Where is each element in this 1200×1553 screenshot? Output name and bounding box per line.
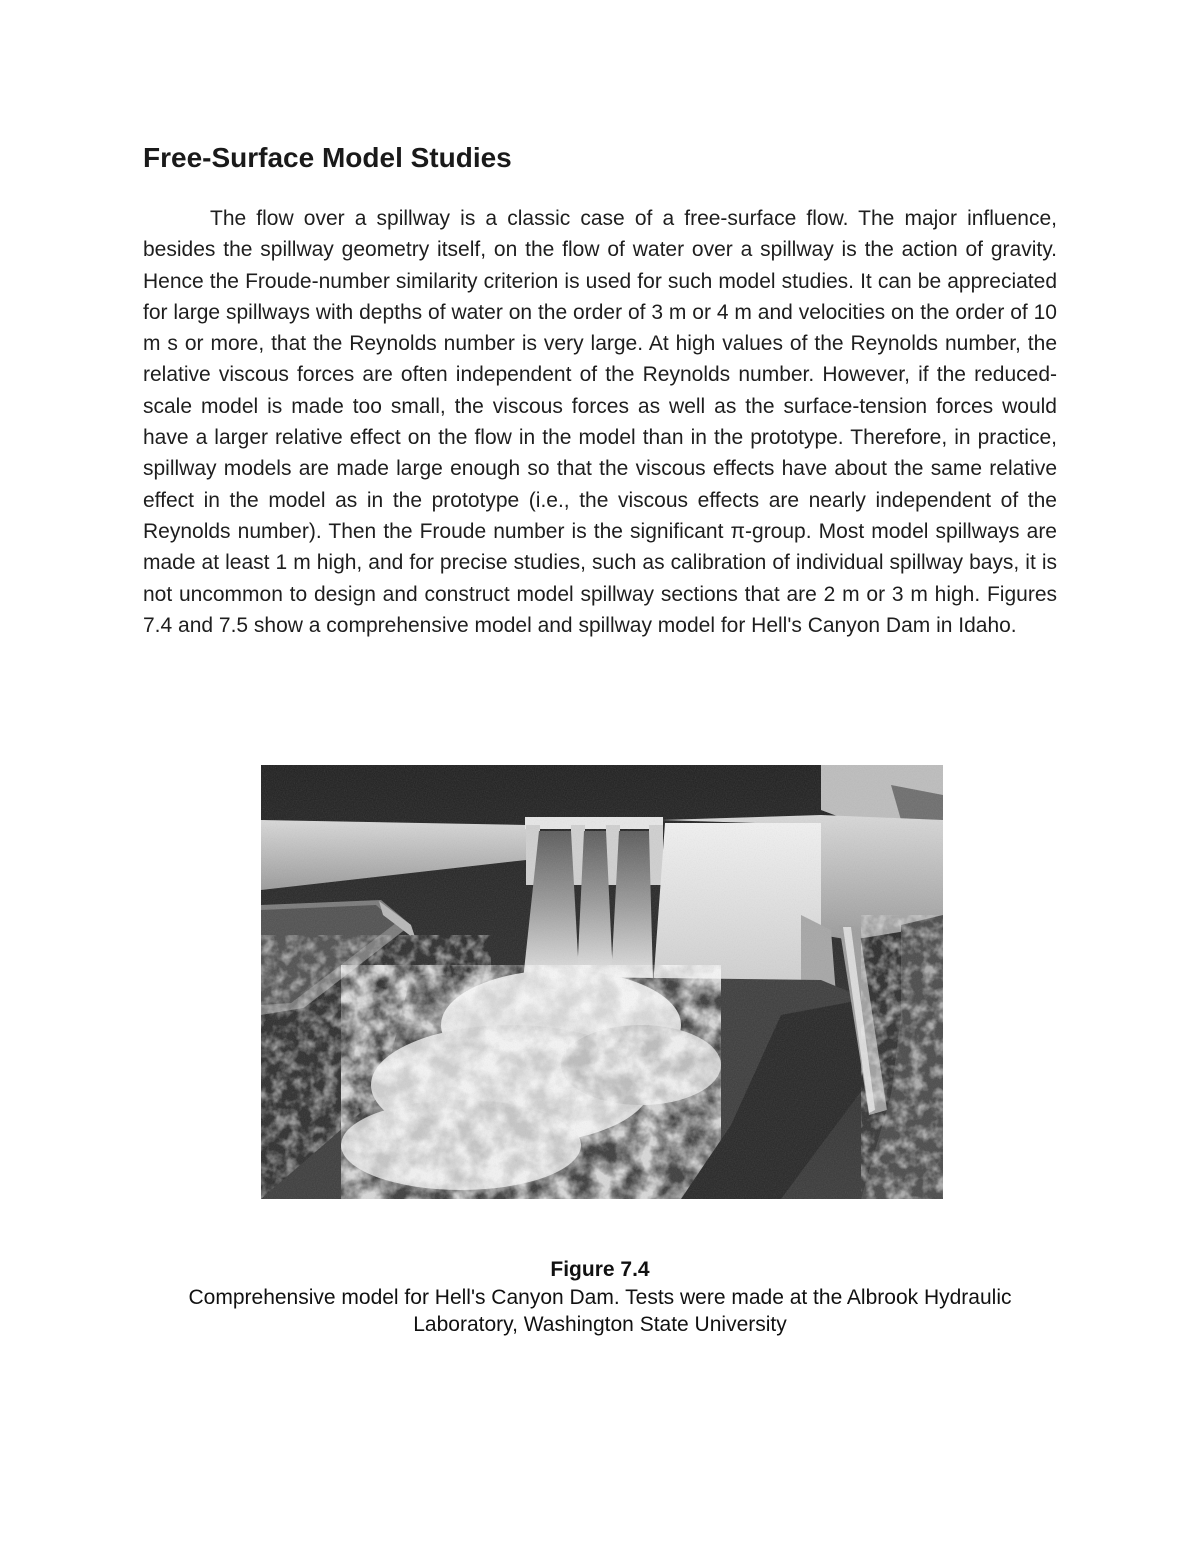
body-paragraph: The flow over a spillway is a classic case of a free-surface flow. The major influence, besides the spillway geometry itself, on the flow of water over a spillway is the action of gravity. Hence the Froude-number similarity criterion is used for such model studies. It can be appreciated for large spillways with depths of water on the order of 3 m or 4 m and velocities on the order of 10 m s or more, that the Reynolds number is very large. At high values of the Reynolds number, the relative viscous forces are often independent of the Reynolds number. However, if the reduced-scale model is made too small, the viscous forces as well as the surface-tension forces would have a larger relative effect on the flow in the model than in the prototype. Therefore, in practice, spillway models are made large enough so that the viscous effects have about the same relative effect in the model as in the prototype (i.e., the viscous effects are nearly independent of the Reynolds number). Then the Froude number is the significant π-group. Most model spillways are made at least 1 m high, and for precise studies, such as calibration of individual spillway bays, it is not uncommon to design and construct model spillway sections that are 2 m or 3 m high. Figures 7.4 and 7.5 show a comprehensive model and spillway model for Hell's Canyon Dam in Idaho. bbox=[143, 207, 1057, 637]
section-title: Free-Surface Model Studies bbox=[143, 142, 512, 173]
spillway-model-photo bbox=[261, 765, 943, 1199]
figure-label: Figure 7.4 bbox=[550, 1258, 650, 1281]
figure-caption: Comprehensive model for Hell's Canyon Dam. Tests were made at the Albrook Hydraulic Laboratory, Washington State University bbox=[188, 1286, 1012, 1336]
